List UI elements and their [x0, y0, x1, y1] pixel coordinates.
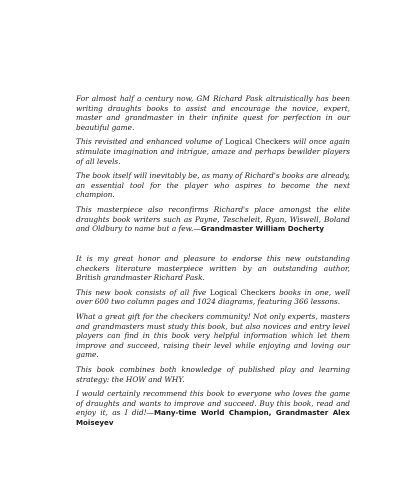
- endorsement-paragraph: [76, 288, 350, 307]
- endorsement-paragraph: For almost half a century now, GM Richard Pask altruistically has been writing draughts books to assist and encourage the novice, expert, master and grandmaster in their infinite quest for perfection in our beautiful game.: [76, 94, 350, 132]
- endorsement-docherty: [76, 94, 350, 239]
- endorsement-paragraph: The book itself will inevitably be, as many of Richard's books are already, an essential tool for the player who aspires to become the next champion.: [76, 171, 350, 200]
- paragraph-text: books in one, well over 600 two column pages and 1024 diagrams, featuring 366 lessons.: [76, 287, 351, 307]
- paragraph-text: I would certainly recommend this book to everyone who loves the game of draughts and wants to improve and succeed. Buy this book, read and enjoy it, as I did!—: [76, 389, 350, 418]
- paragraph-text: will once again stimulate imagination and intrigue, amaze and perhaps bewilder players of all levels.: [76, 137, 351, 166]
- endorsement-paragraph: This book combines both knowledge of published play and learning strategy: the HOW and WHY.: [76, 364, 350, 384]
- endorsement-moiseyev: [76, 254, 350, 433]
- book-title: Logical Checkers: [209, 287, 276, 297]
- endorsement-paragraph: [76, 137, 350, 166]
- paragraph-text: This new book consists of all five: [76, 287, 210, 297]
- signature: Grandmaster William Docherty: [200, 224, 325, 234]
- endorsement-paragraph: What a great gift for the checkers community! Not only experts, masters and grandmasters must study this book, but also novices and entry level players can find in this book very helpful information which let them improve and succeed, raising their level while enjoying and loving our game.: [76, 311, 350, 360]
- book-title: Logical Checkers: [225, 137, 291, 147]
- paragraph-text: This revisited and enhanced volume of: [76, 137, 226, 147]
- paragraph-text: This masterpiece also reconfirms Richard's place amongst the elite draughts book writers such as Payne, Tescheleit, Ryan, Wiswell, Boland and Oldbury to name but a few.—: [76, 204, 350, 234]
- endorsement-paragraph: It is my great honor and pleasure to endorse this new outstanding checkers literature masterpiece written by an outstanding author, British grandmaster Richard Pask.: [76, 254, 350, 283]
- endorsement-paragraph: [76, 205, 350, 234]
- signature: Many-time World Champion, Grandmaster Alex Moiseyev: [76, 408, 350, 427]
- endorsement-paragraph: [76, 389, 350, 427]
